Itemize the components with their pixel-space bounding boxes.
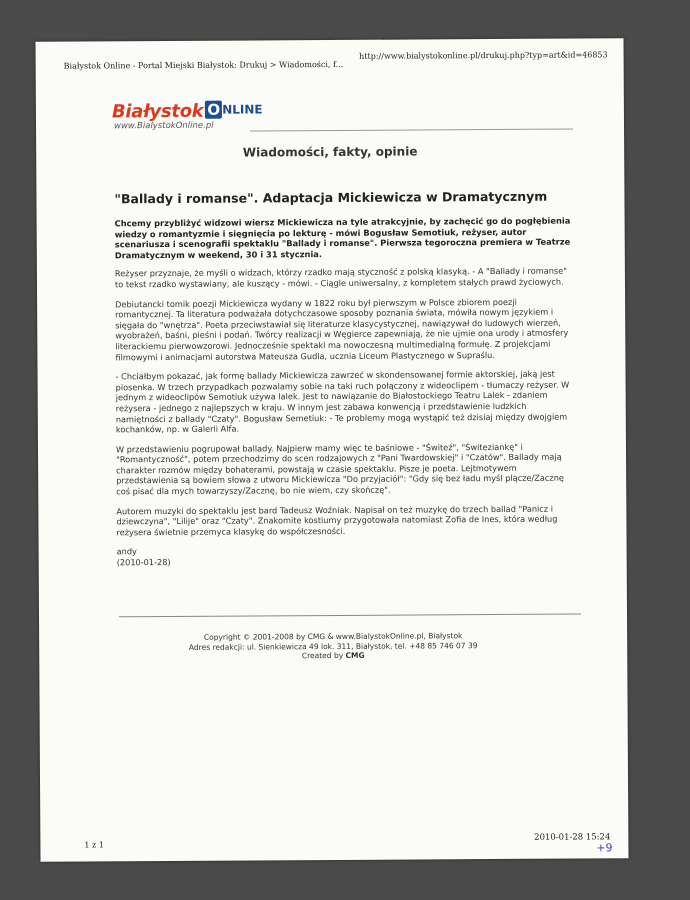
print-timestamp: 2010-01-28 15:24 — [534, 832, 611, 843]
logo-wordmark: Białystok — [111, 100, 204, 123]
logo-url: www.BialystokOnline.pl — [113, 120, 214, 132]
print-header-url: http://www.bialystokonline.pl/drukuj.php?typ=art&id=46853 — [359, 50, 608, 61]
logo-o-badge: O — [207, 100, 221, 119]
print-page-number: 1 z 1 — [84, 840, 104, 850]
section-title: Wiadomości, fakty, opinie — [242, 144, 418, 160]
footer-copyright: Copyright © 2001-2008 by CMG & www.BialystokOnline.pl, Białystok — [203, 631, 463, 642]
footer-divider — [119, 613, 581, 617]
footer-created-prefix: Created by — [301, 650, 346, 661]
handwritten-note: +9 — [596, 841, 613, 855]
printed-page — [36, 38, 629, 862]
logo-online-text: NLINE — [222, 102, 263, 117]
article-author: andy — [116, 546, 137, 557]
site-footer — [39, 630, 627, 662]
site-logo — [112, 100, 263, 131]
article-paragraph: Reżyser przyznaje, że myśli o widzach, którzy rzadko mają styczność z polską klasyką. - A "Ballady i romanse" to tekst rzadko wystawiany, ale kuszący - mówi. - Ciągle uniwersalny, z kompletem stałych prawd życiowych. — [114, 265, 568, 290]
article-paragraph: Autorem muzyki do spektaklu jest bard Tadeusz Woźniak. Napisał on też muzykę do trzech ballad "Panicz i dziewczyna", "Lilije" oraz "Czaty". Znakomite kostiumy przygotowała natomiast Zofia de Ines, która według reżysera świetnie przemyca klasykę do współczesności. — [116, 503, 558, 538]
print-header-title: Białystok Online - Portal Miejski Białystok: Drukuj > Wiadomości, f... — [63, 59, 344, 71]
article-lead: Chcemy przybliżyć widzowi wiersz Mickiewicza na tyle atrakcyjnie, by zachęcić go do pogłębienia wiedzy o romantyzmie i sięgnięcia po lekturę - mówi Bogusław Semotiuk, reżyser, autor scenariusza i scenografii spektaklu "Ballady i romanse". Pierwsza tegoroczna premiera w Teatrze Dramatycznym w weekend, 30 i 31 stycznia. — [114, 215, 571, 261]
article-title: "Ballady i romanse". Adaptacja Mickiewicza w Dramatycznym — [114, 188, 548, 207]
footer-address: Adres redakcji: ul. Sienkiewicza 49 lok. 311, Białystok, tel. +48 85 746 07 39 — [188, 640, 478, 652]
article-paragraph: Debiutancki tomik poezji Mickiewicza wydany w 1822 roku był pierwszym w Polsce zbiorem poezji romantycznej. Ta literatura podważała dotychczasowe sposoby poznania świata, mówiła nowym językiem i sięgała do "wnętrza". Poeta przeciwstawiał się literaturze klasycystycznej, nawiązywał do ludowych wierzeń, wyobrażeń, baśni, pieśni i podań. Twórcy realizacji w Węgierce zapewniają, że nie ujmie ona urody i atmosfery literackiemu pierwowzorowi. Jednocześnie spektakl ma nowoczesną multimedialną formułę. Z projekcjami filmowymi i animacjami autorstwa Mateusza Gudla, ucznia Liceum Plastycznego w Supraślu. — [115, 296, 569, 362]
footer-brand: CMG — [345, 650, 365, 660]
header-divider — [250, 129, 573, 132]
article-paragraph: - Chciałbym pokazać, jak formę ballady Mickiewicza zawrzeć w skondensowanej formie aktorskiej, jaką jest piosenka. W trzech przypadkach pozwalamy sobie na taki ruch połączony z wideoclipem - tłumaczy reżyser. W jednym z wideoclipów Semotiuk używa lalek. Jest to nawiązanie do Białostockiego Teatru Lalek - zdaniem reżysera - jednego z najlepszych w kraju. W innym jest zabawa konwencją i przedstawienie ludzkich namiętności z ballady "Czaty". Bogusław Semetiuk: - Te problemy mogą wystąpić też dzisiaj między dwojgiem kochanków, np. w Galerii Alfa. — [115, 368, 570, 435]
article-paragraph: W przedstawieniu pogrupował ballady. Najpierw mamy więc te baśniowe - "Świteź", "Świteziankę" i "Romantyczność", potem przechodzimy do scen rodzajowych z "Pani Twardowskiej" i "Czatów". Ballady mają charakter rozmów między bohaterami, powstają w czasie spektaklu. Pisze je poeta. Lejtmotywem przedstawienia są bowiem słowa z utworu Mickiewicza "Do przyjaciół": "Gdy się bez ładu myśl plącze/Zacznę coś pisać dla mych towarzyszy/Zacznę, bo nie wiem, czy skończę". — [115, 441, 564, 497]
article-date: (2010-01-28) — [116, 557, 171, 568]
article-body — [115, 216, 573, 568]
